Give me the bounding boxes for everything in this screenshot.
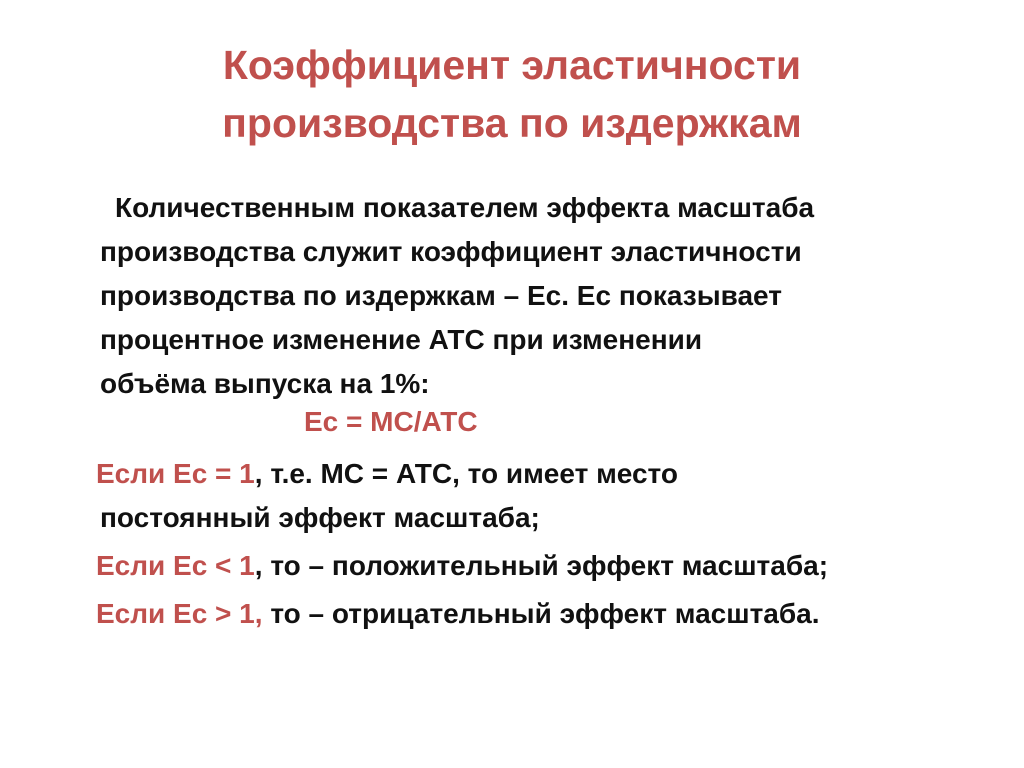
condition-text: , т.е. МС = АТС, то имеет место	[254, 458, 679, 489]
condition-highlight: Если Ес = 1	[96, 458, 255, 489]
condition-less	[96, 544, 828, 588]
title-line-2: производства по издержкам	[222, 100, 802, 146]
paragraph-line: производства служит коэффициент эластичности	[100, 236, 802, 267]
condition-highlight: Если Ес < 1	[96, 550, 255, 581]
paragraph-line: объёма выпуска на 1%:	[100, 368, 430, 399]
condition-equal-continuation: постоянный эффект масштаба;	[100, 502, 540, 533]
slide-title	[60, 36, 964, 152]
condition-greater	[96, 592, 820, 636]
paragraph-line: производства по издержкам – Ес. Ес показывает	[100, 280, 782, 311]
paragraph-line: Количественным показателем эффекта масштаба	[115, 192, 815, 223]
condition-text: то – отрицательный эффект масштаба.	[262, 598, 820, 629]
definition-paragraph	[100, 186, 980, 406]
title-line-1: Коэффициент эластичности	[222, 42, 802, 88]
condition-equal	[96, 452, 678, 496]
elasticity-formula: Ес = МС/АТС	[304, 406, 478, 437]
condition-text: , то – положительный эффект масштаба;	[254, 550, 829, 581]
condition-highlight: Если Ес > 1,	[96, 598, 263, 629]
paragraph-line: процентное изменение АТС при изменении	[100, 324, 703, 355]
